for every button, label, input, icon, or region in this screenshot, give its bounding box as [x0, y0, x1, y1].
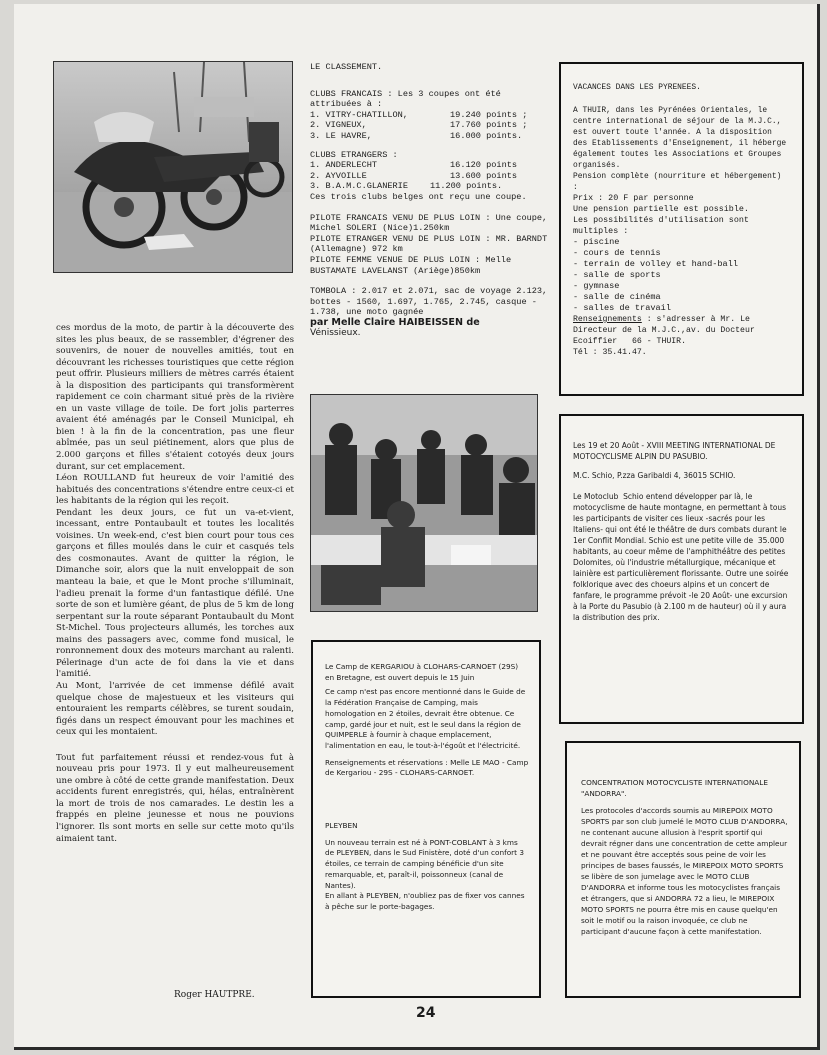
- motorcycles-illustration: [54, 62, 292, 272]
- tombola-town: Vénissieux.: [310, 328, 361, 339]
- ranking-row: 1. ANDERLECHT 16.120 points: [310, 160, 518, 171]
- pilote-etranger: PILOTE ETRANGER VENU DE PLUS LOIN : MR. BARNDT (Allemagne) 972 km: [310, 233, 553, 255]
- page-number: 24: [416, 1005, 436, 1021]
- list-item: - salle de sports: [573, 270, 661, 280]
- list-item: - piscine: [573, 237, 620, 247]
- motorcycles-photo: [53, 61, 293, 273]
- list-item: - cours de tennis: [573, 248, 661, 258]
- vacances-list: [573, 237, 790, 314]
- vacances-box: [559, 62, 804, 396]
- meeting-box: [559, 414, 804, 724]
- ranking-row: 1. VITRY-CHATILLON, 19.240 points ;: [310, 109, 528, 120]
- article-signature: Roger HAUTPRE.: [174, 990, 255, 1000]
- camping-box: [311, 640, 541, 998]
- article-paragraph: ces mordus de la moto, de partir à la découverte des sites les plus beaux, de se rassembler, d'égrener des souvenirs, de nouer de nouvelles amitiés, tout en découvrant les richesses touristiques que cette région peut offrir. Plusieurs milliers de mètres carrés étaient à la disposition des participants qui transformèrent rapidement ce coin charmant situé près de la rivière en un vaste village de toile. De fort jolis parterres avaient été aménagés par le Conseil Municipal, eh bien ! à la fin de la concentration, pas une fleur abîmée, pas un seul piétinement, alors que plus de 2.000 garçons et filles s'étaient cotoyés deux jours durant, sur cet emplacement.: [56, 323, 297, 472]
- tombola-text: TOMBOLA : 2.017 et 2.071, sac de voyage 2.123, bottes - 1560, 1.697, 1.765, 2.745, casque - 1.738, une moto gagnée: [310, 286, 553, 318]
- clubs-francais-list: [310, 110, 550, 142]
- kergariou-intro: Le Camp de KERGARIOU à CLOHARS-CARNOET (29S) en Bretagne, est ouvert depuis le 15 Juin: [325, 662, 521, 682]
- article-paragraph: Tout fut parfaitement réussi et rendez-vous fut à nouveau pris pour 1973. Il y eut malheureusement une ombre à côté de cette grande manifestation. Deux accidents furent enregistrés, qui, hélas, entraînèrent la mort de trois de nos camarades. Le destin les a frappés en pleine jeunesse et nous ne pouvions l'ignorer. Ils sont morts en selle sur cette moto qu'ils aimaient tant.: [56, 752, 297, 844]
- vacances-title: VACANCES DANS LES PYRENEES.: [573, 83, 701, 92]
- classement-title: LE CLASSEMENT.: [310, 62, 383, 72]
- tombola-winner: par Melle Claire HAIBEISSEN de: [310, 316, 480, 328]
- vacances-body: A THUIR, dans les Pyrénées Orientales, le centre international de séjour de la M.J.C., est ouvert toute l'année. A la disposition des Etablissements d'Enseignement, il héberge également toutes les Associations et Groupes organisés.: [573, 106, 791, 170]
- pleyben-tip: En allant à PLEYBEN, n'oubliez pas de fixer vos cannes à pêche sur le porte-bagages.: [325, 891, 527, 911]
- clubs-francais-intro: CLUBS FRANCAIS : Les 3 coupes ont été attribuées à :: [310, 88, 506, 110]
- pleyben-title: PLEYBEN: [325, 821, 358, 831]
- pilote-francais: PILOTE FRANCAIS VENU DE PLUS LOIN : Une coupe, Michel SOLERI (Nice)1.250km: [310, 212, 553, 234]
- andorra-box: [565, 741, 801, 998]
- vacances-renseignements: Renseignements : s'adresser à Mr. Le Directeur de la M.J.C.,av. du Docteur Ecoiffier 66 - THUIR.: [573, 315, 760, 346]
- meeting-address: M.C. Schio, P.zza Garibaldi 4, 36015 SCHIO.: [573, 471, 736, 480]
- andorra-body: Les protocoles d'accords soumis au MIREPOIX MOTO SPORTS par son club jumelé le MOTO CLUB D'ANDORRA, ne contenant aucune allusion à l'esprit sportif qui devrait régner dans une concentration de cette ampleur et ne pouvant être acceptés sous peine de voir les principes de bases faussés, le MIREPOIX MOTO SPORTS se libère de son jumelage avec le MOTO CLUB D'ANDORRA et informe tous les motocyclistes français et étrangers, que si ANDORRA 72 a lieu, le MIREPOIX MOTO SPORTS ne pourra être mis en cause quelqu'en soit le motif ou la raison invoquée, ce club ne participant d'aucune façon à cette manifestation.: [581, 806, 790, 936]
- andorra-title: CONCENTRATION MOTOCYCLISTE INTERNATIONALE "ANDORRA".: [581, 778, 771, 798]
- pilote-femme: PILOTE FEMME VENUE DE PLUS LOIN : Melle BUSTAMATE LAVELANST (Ariège)850km: [310, 254, 517, 276]
- ranking-row: 2. AYVOILLE 13.600 points: [310, 170, 518, 181]
- ranking-row: 2. VIGNEUX, 17.760 points ;: [310, 120, 528, 131]
- vacances-prix: Prix : 20 F par personne: [573, 193, 694, 203]
- ranking-row: 3. B.A.M.C.GLANERIE 11.200 points.: [310, 181, 503, 192]
- clubs-etrangers-intro: CLUBS ETRANGERS :: [310, 149, 398, 160]
- list-item: - salle de cinéma: [573, 292, 661, 302]
- crowd-illustration: [311, 395, 537, 611]
- list-item: - gymnase: [573, 281, 620, 291]
- article-paragraph: Pendant les deux jours, ce fut un va-et-vient, incessant, entre Pontaubault et toutes les localités voisines. Un week-end, c'est bien court pour tous ces garçons et filles moulés dans le cuir et casqués tels des cosmonautes. Avant de quitter la région, le Dimanche soir, alors que la nuit enveloppait de son manteau la baie, et que le Mont proche s'illuminait, l'adieu prenait la forme d'un fantastique défilé. Une sorte de son et lumière géant, de plus de 5 km de long serpentant sur la route séparant Pontaubault du Mont St-Michel. Tous projecteurs allumés, les torches aux mains des passagers avec, comme fond musical, le ronronnement doux des moteurs marchant au ralenti. Pélerinage d'un acte de foi dans la vie et dans l'amitié.: [56, 507, 297, 680]
- article-text-left: [56, 323, 297, 983]
- pleyben-body: Un nouveau terrain est né à PONT-COBLANT à 3 kms de PLEYBEN, dans le Sud Finistère, doté d'un confort 3 étoiles, ce terrain de camping bénéficie d'un site remarquable, et, paraît-il, poissonneux (canal de Nantes).: [325, 837, 527, 890]
- list-item: - terrain de volley et hand-ball: [573, 259, 739, 269]
- article-paragraph: Au Mont, l'arrivée de cet immense défilé avait quelque chose de majestueux et les visiteurs qui entouraient les remparts célèbres, se turent soudain, figés dans un respect émouvant pour les machines et ceux qui les montaient.: [56, 680, 297, 738]
- classement-section: [310, 62, 553, 382]
- meeting-title: Les 19 et 20 Août - XVIII MEETING INTERNATIONAL DE MOTOCYCLISME ALPIN DU PASUBIO.: [573, 441, 778, 461]
- vacances-pension: Pension complète (nourriture et hébergement) :: [573, 172, 787, 192]
- kergariou-body: Ce camp n'est pas encore mentionné dans le Guide de la Fédération Française de Camping, mais homologation en 2 étoiles, devrait être obtenue. Ce camp, gardé jour et nuit, est le seul dans la région de QUIMPERLE à fournir à chaque emplacement, l'alimentation en eau, le tout-à-l'égoût et l'électricité.: [325, 687, 528, 750]
- article-paragraph: Léon ROULLAND fut heureux de voir l'amitié des habitués des concentrations s'étendre entre ceux-ci et les habitants de la région qui les reçoit.: [56, 473, 297, 507]
- vacances-possibilites: Les possibilités d'utilisation sont multiples :: [573, 215, 754, 236]
- meeting-body: Le Motoclub Schio entend développer par là, le motocyclisme de haute montagne, en permettant à tous les participants de visiter ces lieux -sacrés pour les Italiens- qui ont été le théâtre de durs combats durant le 1er Conflit Mondial. Schio est une petite ville de 35.000 habitants, au coeur même de l'amphithéâtre des petites Dolomites, où l'industrie métallurgique, mécanique et lainière est particulièrement florissante. Outre une soirée folklorique avec des choeurs alpins et un concert de fanfare, le programme prévoit -le 20 Août- une excursion à la Porte du Pasubio (à 2.100 m de hauteur) où il y aura la distribution des prix.: [573, 492, 791, 622]
- clubs-etrangers-list: [310, 160, 550, 192]
- clubs-etrangers-note: Ces trois clubs belges ont reçu une coupe.: [310, 191, 527, 202]
- vacances-pension-partielle: Une pension partielle est possible.: [573, 204, 749, 214]
- crowd-photo: [310, 394, 538, 612]
- magazine-page: [14, 4, 820, 1050]
- vacances-telephone: Tél : 35.41.47.: [573, 348, 647, 357]
- ranking-row: 3. LE HAVRE, 16.000 points.: [310, 130, 523, 141]
- kergariou-renseignements: Renseignements et réservations : Melle LE MAO - Camp de Kergariou - 29S - CLOHARS-CARNOET.: [325, 757, 531, 778]
- list-item: - salles de travail: [573, 303, 671, 313]
